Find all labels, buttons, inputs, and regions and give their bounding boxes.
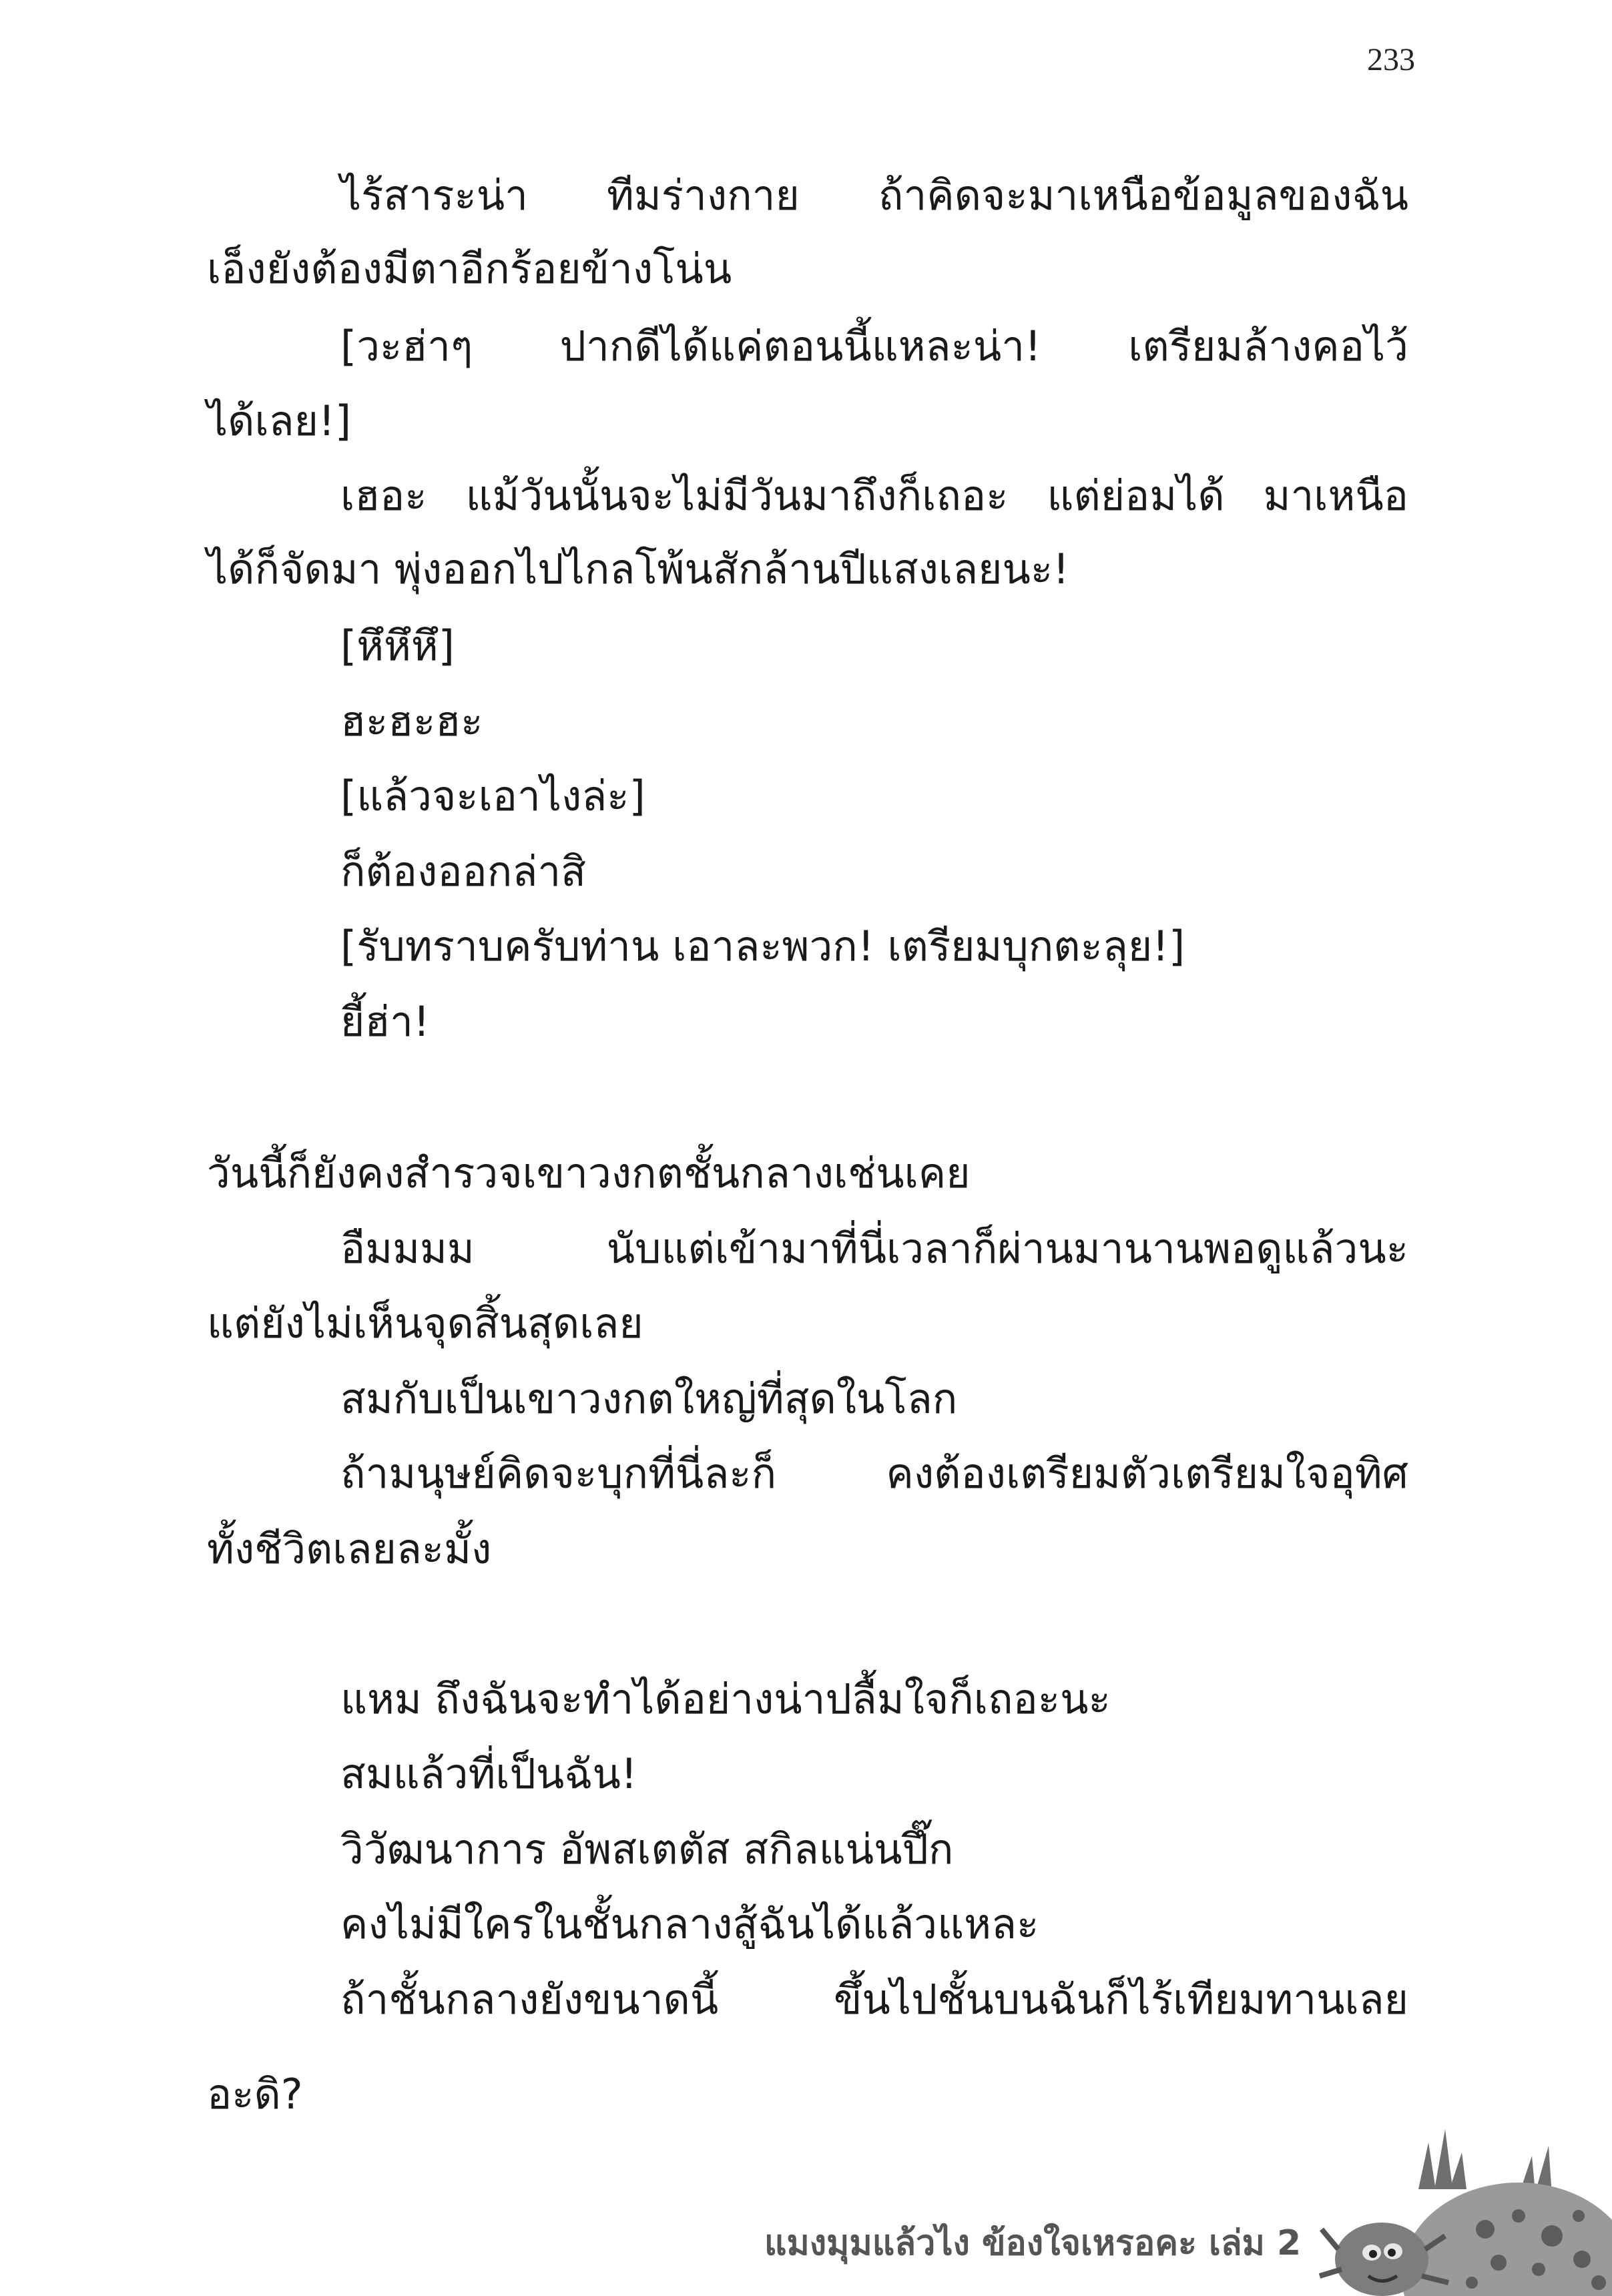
text-line: ยี้ฮ่า! bbox=[340, 997, 430, 1046]
text-line: สมแล้วที่เป็นฉัน! bbox=[340, 1749, 637, 1798]
text-line: วันนี้ก็ยังคงสำรวจเขาวงกตชั้นกลางเช่นเคย bbox=[207, 1149, 971, 1197]
text-line: อะดิ? bbox=[207, 2070, 303, 2118]
text-line: สมกับเป็นเขาวงกตใหญ่ที่สุดในโลก bbox=[340, 1374, 958, 1423]
text-line: แหม ถึงฉันจะทำได้อย่างน่าปลื้มใจก็เถอะนะ bbox=[340, 1675, 1111, 1723]
text-line: [วะฮ่าๆ ปากดีได้แค่ตอนนี้แหละน่า! เตรียมล้างคอไว้ bbox=[340, 322, 1408, 370]
footer-book-title: แมงมุมแล้วไง ข้องใจเหรอคะ เล่ม 2 bbox=[764, 2223, 1302, 2263]
text-line: ฮะฮะฮะ bbox=[340, 697, 483, 746]
text-line: ถ้าชั้นกลางยังขนาดนี้ ขึ้นไปชั้นบนฉันก็ไร้เทียมทานเลย bbox=[340, 1975, 1408, 2024]
text-line: [แล้วจะเอาไงล่ะ] bbox=[340, 772, 645, 820]
text-line: เฮอะ แม้วันนั้นจะไม่มีวันมาถึงก็เถอะ แต่ย่อมได้ มาเหนือ bbox=[340, 471, 1408, 520]
text-line: แต่ยังไม่เห็นจุดสิ้นสุดเลย bbox=[207, 1299, 643, 1348]
text-line: คงไม่มีใครในชั้นกลางสู้ฉันได้แล้วแหละ bbox=[340, 1900, 1039, 1948]
text-line: ได้เลย!] bbox=[207, 396, 352, 445]
text-line: เอ็งยังต้องมีตาอีกร้อยข้างโน่น bbox=[207, 244, 732, 293]
text-line: ก็ต้องออกล่าสิ bbox=[340, 847, 586, 896]
text-line: อืมมมม นับแต่เข้ามาที่นี่เวลาก็ผ่านมานานพอดูแล้วนะ bbox=[340, 1224, 1408, 1273]
text-line: ถ้ามนุษย์คิดจะบุกที่นี่ละก็ คงต้องเตรียมตัวเตรียมใจอุทิศ bbox=[340, 1449, 1408, 1498]
spider-mascot-illustration bbox=[1318, 2116, 1612, 2296]
text-line: [หึหึหึ] bbox=[340, 621, 455, 670]
page-number: 233 bbox=[1367, 42, 1415, 77]
text-line: วิวัฒนาการ อัพสเตตัส สกิลแน่นปึ๊ก bbox=[340, 1825, 954, 1874]
text-line: ทั้งชีวิตเลยละมั้ง bbox=[207, 1524, 492, 1573]
text-line: ไร้สาระน่า ทีมร่างกาย ถ้าคิดจะมาเหนือข้อมูลของฉัน bbox=[340, 171, 1408, 220]
text-line: [รับทราบครับท่าน เอาละพวก! เตรียมบุกตะลุย!] bbox=[340, 922, 1185, 970]
text-line: ได้ก็จัดมา พุ่งออกไปไกลโพ้นสักล้านปีแสงเลยนะ! bbox=[207, 545, 1069, 593]
